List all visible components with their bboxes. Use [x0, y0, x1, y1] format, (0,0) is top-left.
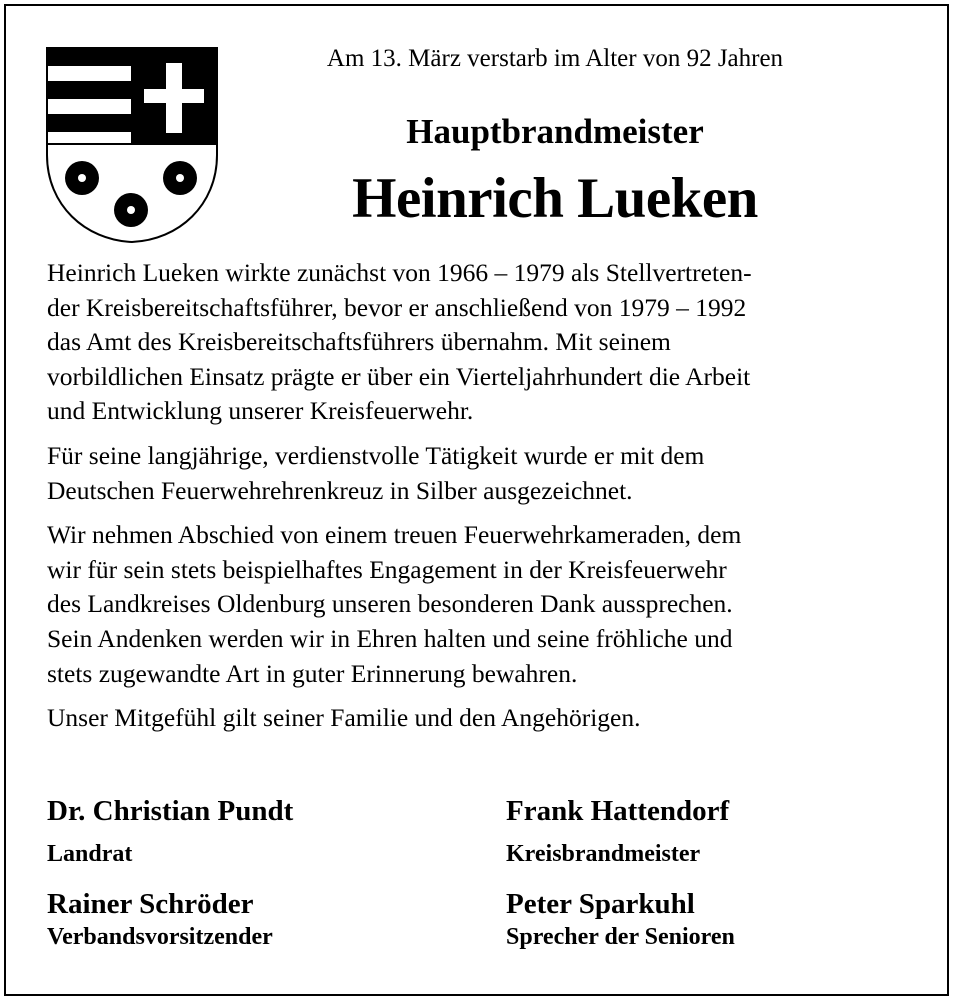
text-line: vorbildlichen Einsatz prägte er über ein Vierteljahrhundert die Arbeit	[47, 361, 751, 391]
signatory-name: Peter Sparkuhl	[506, 888, 695, 920]
text-line: Wir nehmen Abschied von einem treuen Feuerwehrkameraden, dem	[47, 520, 742, 550]
signatory-role: Landrat	[47, 841, 133, 867]
paragraph	[47, 518, 917, 691]
signatory-role: Verbandsvorsitzender	[47, 924, 273, 950]
death-notice-intro: Am 13. März verstarb im Alter von 92 Jahren	[326, 45, 784, 72]
signatory	[47, 793, 293, 869]
text-line: Sein Andenken werden wir in Ehren halten und seine fröhliche und	[47, 623, 733, 653]
text-line: des Landkreises Oldenburg unseren besonderen Dank aussprechen.	[47, 589, 733, 619]
text-line: Deutschen Feuerwehrehrenkreuz in Silber ausgezeichnet.	[47, 475, 633, 505]
signatory	[506, 793, 729, 869]
paragraph	[47, 701, 917, 736]
paragraph	[47, 256, 917, 429]
text-line: Unser Mitgefühl gilt seiner Familie und den Angehörigen.	[47, 703, 641, 733]
text-line: und Entwicklung unserer Kreisfeuerwehr.	[47, 396, 474, 426]
signatory-name: Rainer Schröder	[47, 888, 254, 920]
text-line: das Amt des Kreisbereitschaftsführers übernahm. Mit seinem	[47, 327, 671, 357]
signatory-role: Sprecher der Senioren	[506, 924, 735, 950]
signatory	[47, 886, 273, 952]
text-line: der Kreisbereitschaftsführer, bevor er anschließend von 1979 – 1992	[47, 292, 747, 322]
deceased-rank: Hauptbrandmeister	[406, 112, 704, 151]
deceased-name: Heinrich Lueken	[352, 167, 758, 230]
text-line: Für seine langjährige, verdienstvolle Tätigkeit wurde er mit dem	[47, 440, 705, 470]
text-line: Heinrich Lueken wirkte zunächst von 1966 – 1979 als Stellvertreten-	[47, 258, 752, 287]
paragraph	[47, 439, 917, 508]
obituary-body	[47, 256, 917, 746]
text-line: stets zugewandte Art in guter Erinnerung bewahren.	[47, 658, 578, 688]
signatory-name: Dr. Christian Pundt	[47, 795, 294, 827]
signatory-role: Kreisbrandmeister	[506, 841, 701, 867]
signatory-name: Frank Hattendorf	[506, 795, 730, 827]
text-line: wir für sein stets beispielhaftes Engagement in der Kreisfeuerwehr	[47, 554, 727, 584]
signatory	[506, 886, 735, 952]
coat-of-arms-icon	[44, 45, 220, 245]
